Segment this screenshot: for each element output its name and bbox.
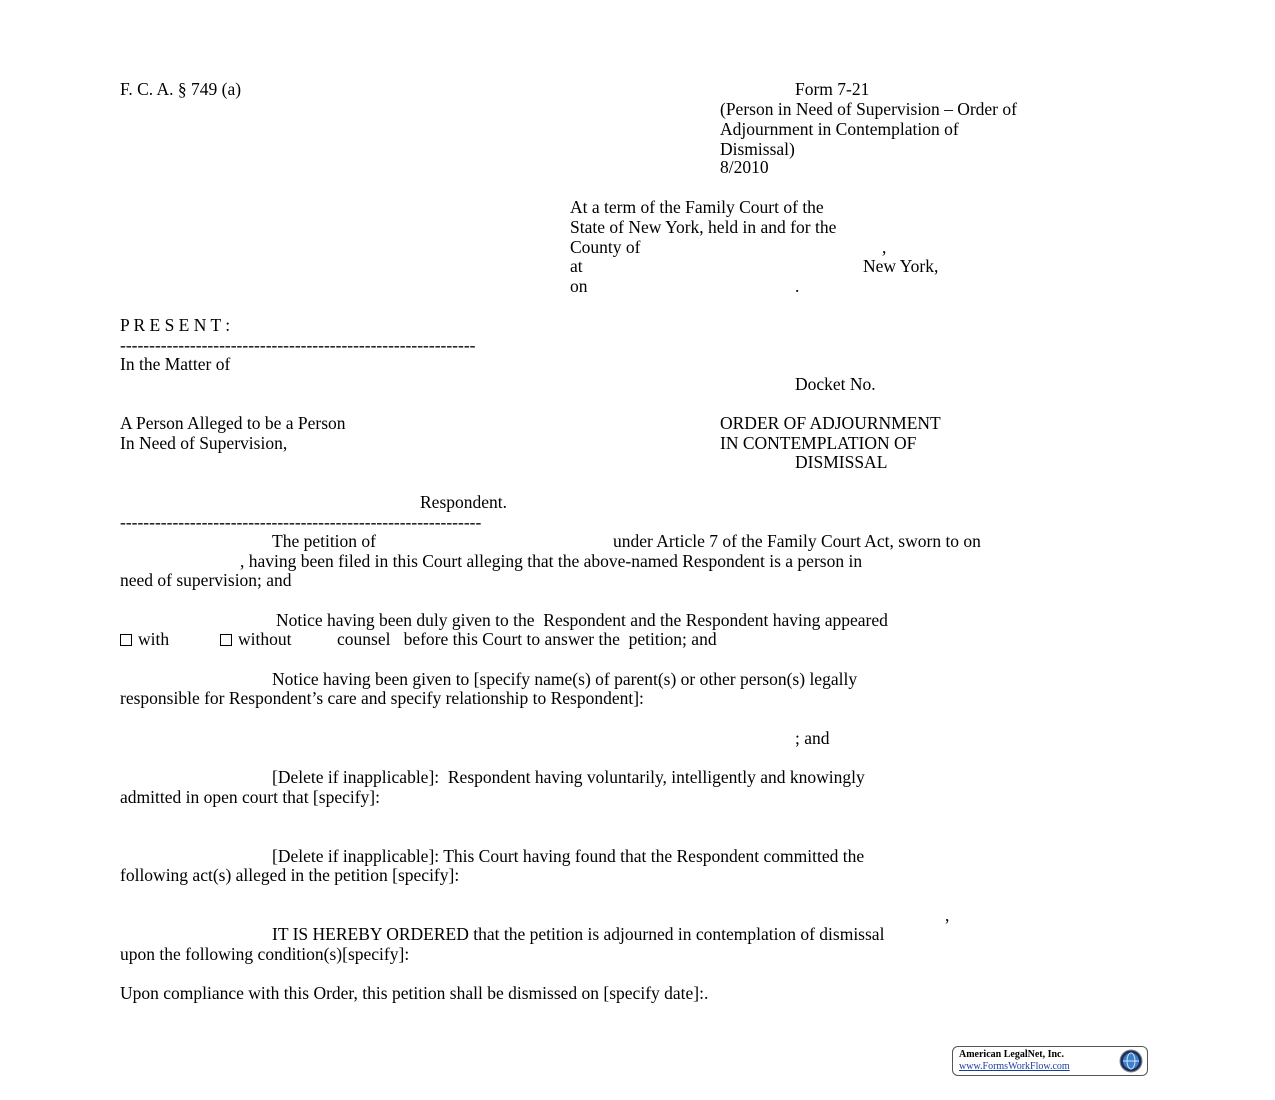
- with-counsel-checkbox[interactable]: [120, 634, 132, 646]
- notice-respondent-text: Notice having been duly given to the Respondent and the Respondent having appeared: [276, 610, 888, 630]
- form-title-line-1: (Person in Need of Supervision – Order of: [720, 99, 1017, 119]
- date-period: .: [795, 276, 800, 296]
- court-term-line-1: At a term of the Family Court of the: [570, 197, 824, 217]
- and-suffix: ; and: [795, 728, 830, 748]
- without-counsel-checkbox[interactable]: [220, 634, 232, 646]
- order-title-line-1: ORDER OF ADJOURNMENT: [720, 413, 941, 433]
- caption-divider-bottom: --------------------------------------------------------------: [120, 512, 482, 532]
- counsel-text: counsel before this Court to answer the petition; and: [337, 629, 717, 649]
- logo-url-link[interactable]: www.FormsWorkFlow.com: [959, 1061, 1070, 1072]
- ordered-line-2: upon the following condition(s)[specify]:: [120, 944, 410, 964]
- finding-line-1: [Delete if inapplicable]: This Court having found that the Respondent committed the: [272, 846, 865, 866]
- petition-text-c: , having been filed in this Court alleging that the above-named Respondent is a person in: [240, 551, 863, 571]
- logo-company-name: American LegalNet, Inc.: [959, 1049, 1064, 1060]
- statute-reference: F. C. A. § 749 (a): [120, 79, 242, 99]
- with-label: with: [138, 629, 170, 649]
- form-title-line-2: Adjournment in Contemplation of: [720, 119, 959, 139]
- at-label: at: [570, 256, 583, 276]
- admission-line-1: [Delete if inapplicable]: Respondent having voluntarily, intelligently and knowingly: [272, 767, 865, 787]
- ordered-line-1: IT IS HEREBY ORDERED that the petition is adjourned in contemplation of dismissal: [272, 924, 885, 944]
- caption-divider-top: -------------------------------------------------------------: [120, 335, 476, 355]
- notice-parent-line-2: responsible for Respondent’s care and specify relationship to Respondent]:: [120, 688, 644, 708]
- stray-comma: ,: [945, 905, 950, 925]
- admission-line-2: admitted in open court that [specify]:: [120, 787, 380, 807]
- county-comma: ,: [882, 237, 887, 257]
- notice-parent-line-1: Notice having been given to [specify name(s) of parent(s) or other person(s) legally: [272, 669, 858, 689]
- form-title-line-3: Dismissal): [720, 139, 795, 159]
- american-legalnet-logo[interactable]: [952, 1046, 1148, 1076]
- with-counsel-option[interactable]: [120, 630, 169, 650]
- petition-text-d: need of supervision; and: [120, 570, 292, 590]
- in-the-matter-of: In the Matter of: [120, 354, 231, 374]
- form-number: Form 7-21: [795, 79, 870, 99]
- county-label: County of: [570, 237, 641, 257]
- present-label: P R E S E N T :: [120, 315, 231, 335]
- docket-number-label: Docket No.: [795, 374, 876, 394]
- petition-text-b: under Article 7 of the Family Court Act, sworn to on: [613, 531, 981, 551]
- on-label: on: [570, 276, 588, 296]
- without-label: without: [238, 629, 292, 649]
- order-title-line-3: DISMISSAL: [795, 452, 888, 472]
- finding-line-2: following act(s) alleged in the petition [specify]:: [120, 865, 460, 885]
- respondent-label: Respondent.: [420, 492, 508, 512]
- new-york-label: New York,: [863, 256, 939, 276]
- form-date: 8/2010: [720, 157, 769, 177]
- without-counsel-option[interactable]: [220, 630, 291, 650]
- alleged-person-line-2: In Need of Supervision,: [120, 433, 288, 453]
- order-title-line-2: IN CONTEMPLATION OF: [720, 433, 917, 453]
- petition-text-a: The petition of: [272, 531, 377, 551]
- court-term-line-2: State of New York, held in and for the: [570, 217, 837, 237]
- compliance-text: Upon compliance with this Order, this petition shall be dismissed on [specify date]:.: [120, 983, 709, 1003]
- alleged-person-line-1: A Person Alleged to be a Person: [120, 413, 346, 433]
- globe-icon: [1119, 1049, 1143, 1073]
